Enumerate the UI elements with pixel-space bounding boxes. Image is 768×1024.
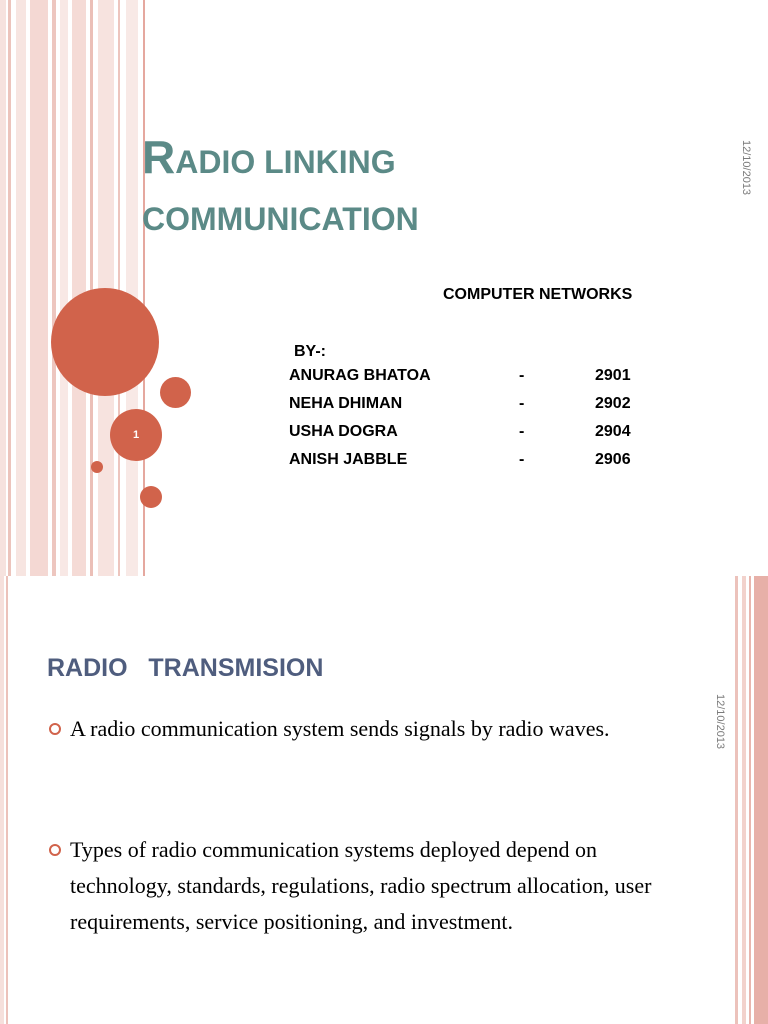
- member-row: [289, 423, 689, 451]
- title-line2: COMMUNICATION: [142, 201, 419, 237]
- decorative-stripe: [0, 0, 6, 576]
- decorative-stripe: [8, 0, 11, 576]
- decorative-stripe: [735, 576, 738, 1024]
- member-row: [289, 395, 689, 423]
- bullet-ring-icon: [49, 844, 61, 856]
- bullet-text: Types of radio communication systems deployed depend on technology, standards, regulations, radio spectrum allocation, user requirements, service positioning, and investment.: [70, 837, 652, 934]
- title-line1: ADIO LINKING: [175, 144, 396, 180]
- decorative-circle-small: [91, 461, 103, 473]
- decorative-stripe: [16, 0, 26, 576]
- decorative-stripe: [30, 0, 48, 576]
- decorative-stripe: [749, 576, 751, 1024]
- decorative-stripe: [60, 0, 68, 576]
- bullet-item: [47, 832, 677, 940]
- title-initial: R: [142, 131, 176, 183]
- decorative-stripe: [6, 576, 8, 1024]
- member-roll-number: 2904: [595, 423, 631, 440]
- slide-2: [0, 576, 768, 1024]
- decorative-circle: [140, 486, 162, 508]
- member-name: USHA DOGRA: [289, 423, 398, 440]
- member-name: NEHA DHIMAN: [289, 395, 403, 412]
- member-roll-number: 2902: [595, 395, 631, 412]
- slide-date: 12/10/2013: [714, 694, 726, 750]
- slide-number: 1: [132, 429, 140, 441]
- decorative-stripe: [90, 0, 93, 576]
- decorative-stripe: [118, 0, 120, 576]
- decorative-circle-large: [51, 288, 159, 396]
- decorative-stripe: [0, 576, 4, 1024]
- slide-title: RADIO TRANSMISION: [47, 654, 324, 682]
- member-name: ANURAG BHATOA: [289, 367, 431, 384]
- member-separator: -: [519, 395, 525, 412]
- member-separator: -: [519, 423, 525, 440]
- member-roll-number: 2901: [595, 367, 631, 384]
- byline-label: BY-:: [294, 343, 326, 360]
- decorative-stripe: [742, 576, 746, 1024]
- decorative-stripe: [754, 576, 768, 1024]
- decorative-circle: [160, 377, 191, 408]
- bullet-item: [47, 711, 677, 747]
- bullet-ring-icon: [49, 723, 61, 735]
- decorative-stripe: [52, 0, 56, 576]
- member-roll-number: 2906: [595, 451, 631, 468]
- member-separator: -: [519, 367, 525, 384]
- member-row: [289, 451, 689, 479]
- member-row: [289, 367, 689, 395]
- decorative-stripe: [72, 0, 86, 576]
- slide-title: [142, 126, 419, 250]
- member-separator: -: [519, 451, 525, 468]
- slide-date: 12/10/2013: [740, 140, 752, 196]
- slide-subtitle: COMPUTER NETWORKS: [443, 286, 633, 303]
- decorative-stripe: [126, 0, 138, 576]
- bullet-text: A radio communication system sends signals by radio waves.: [70, 716, 610, 741]
- member-name: ANISH JABBLE: [289, 451, 408, 468]
